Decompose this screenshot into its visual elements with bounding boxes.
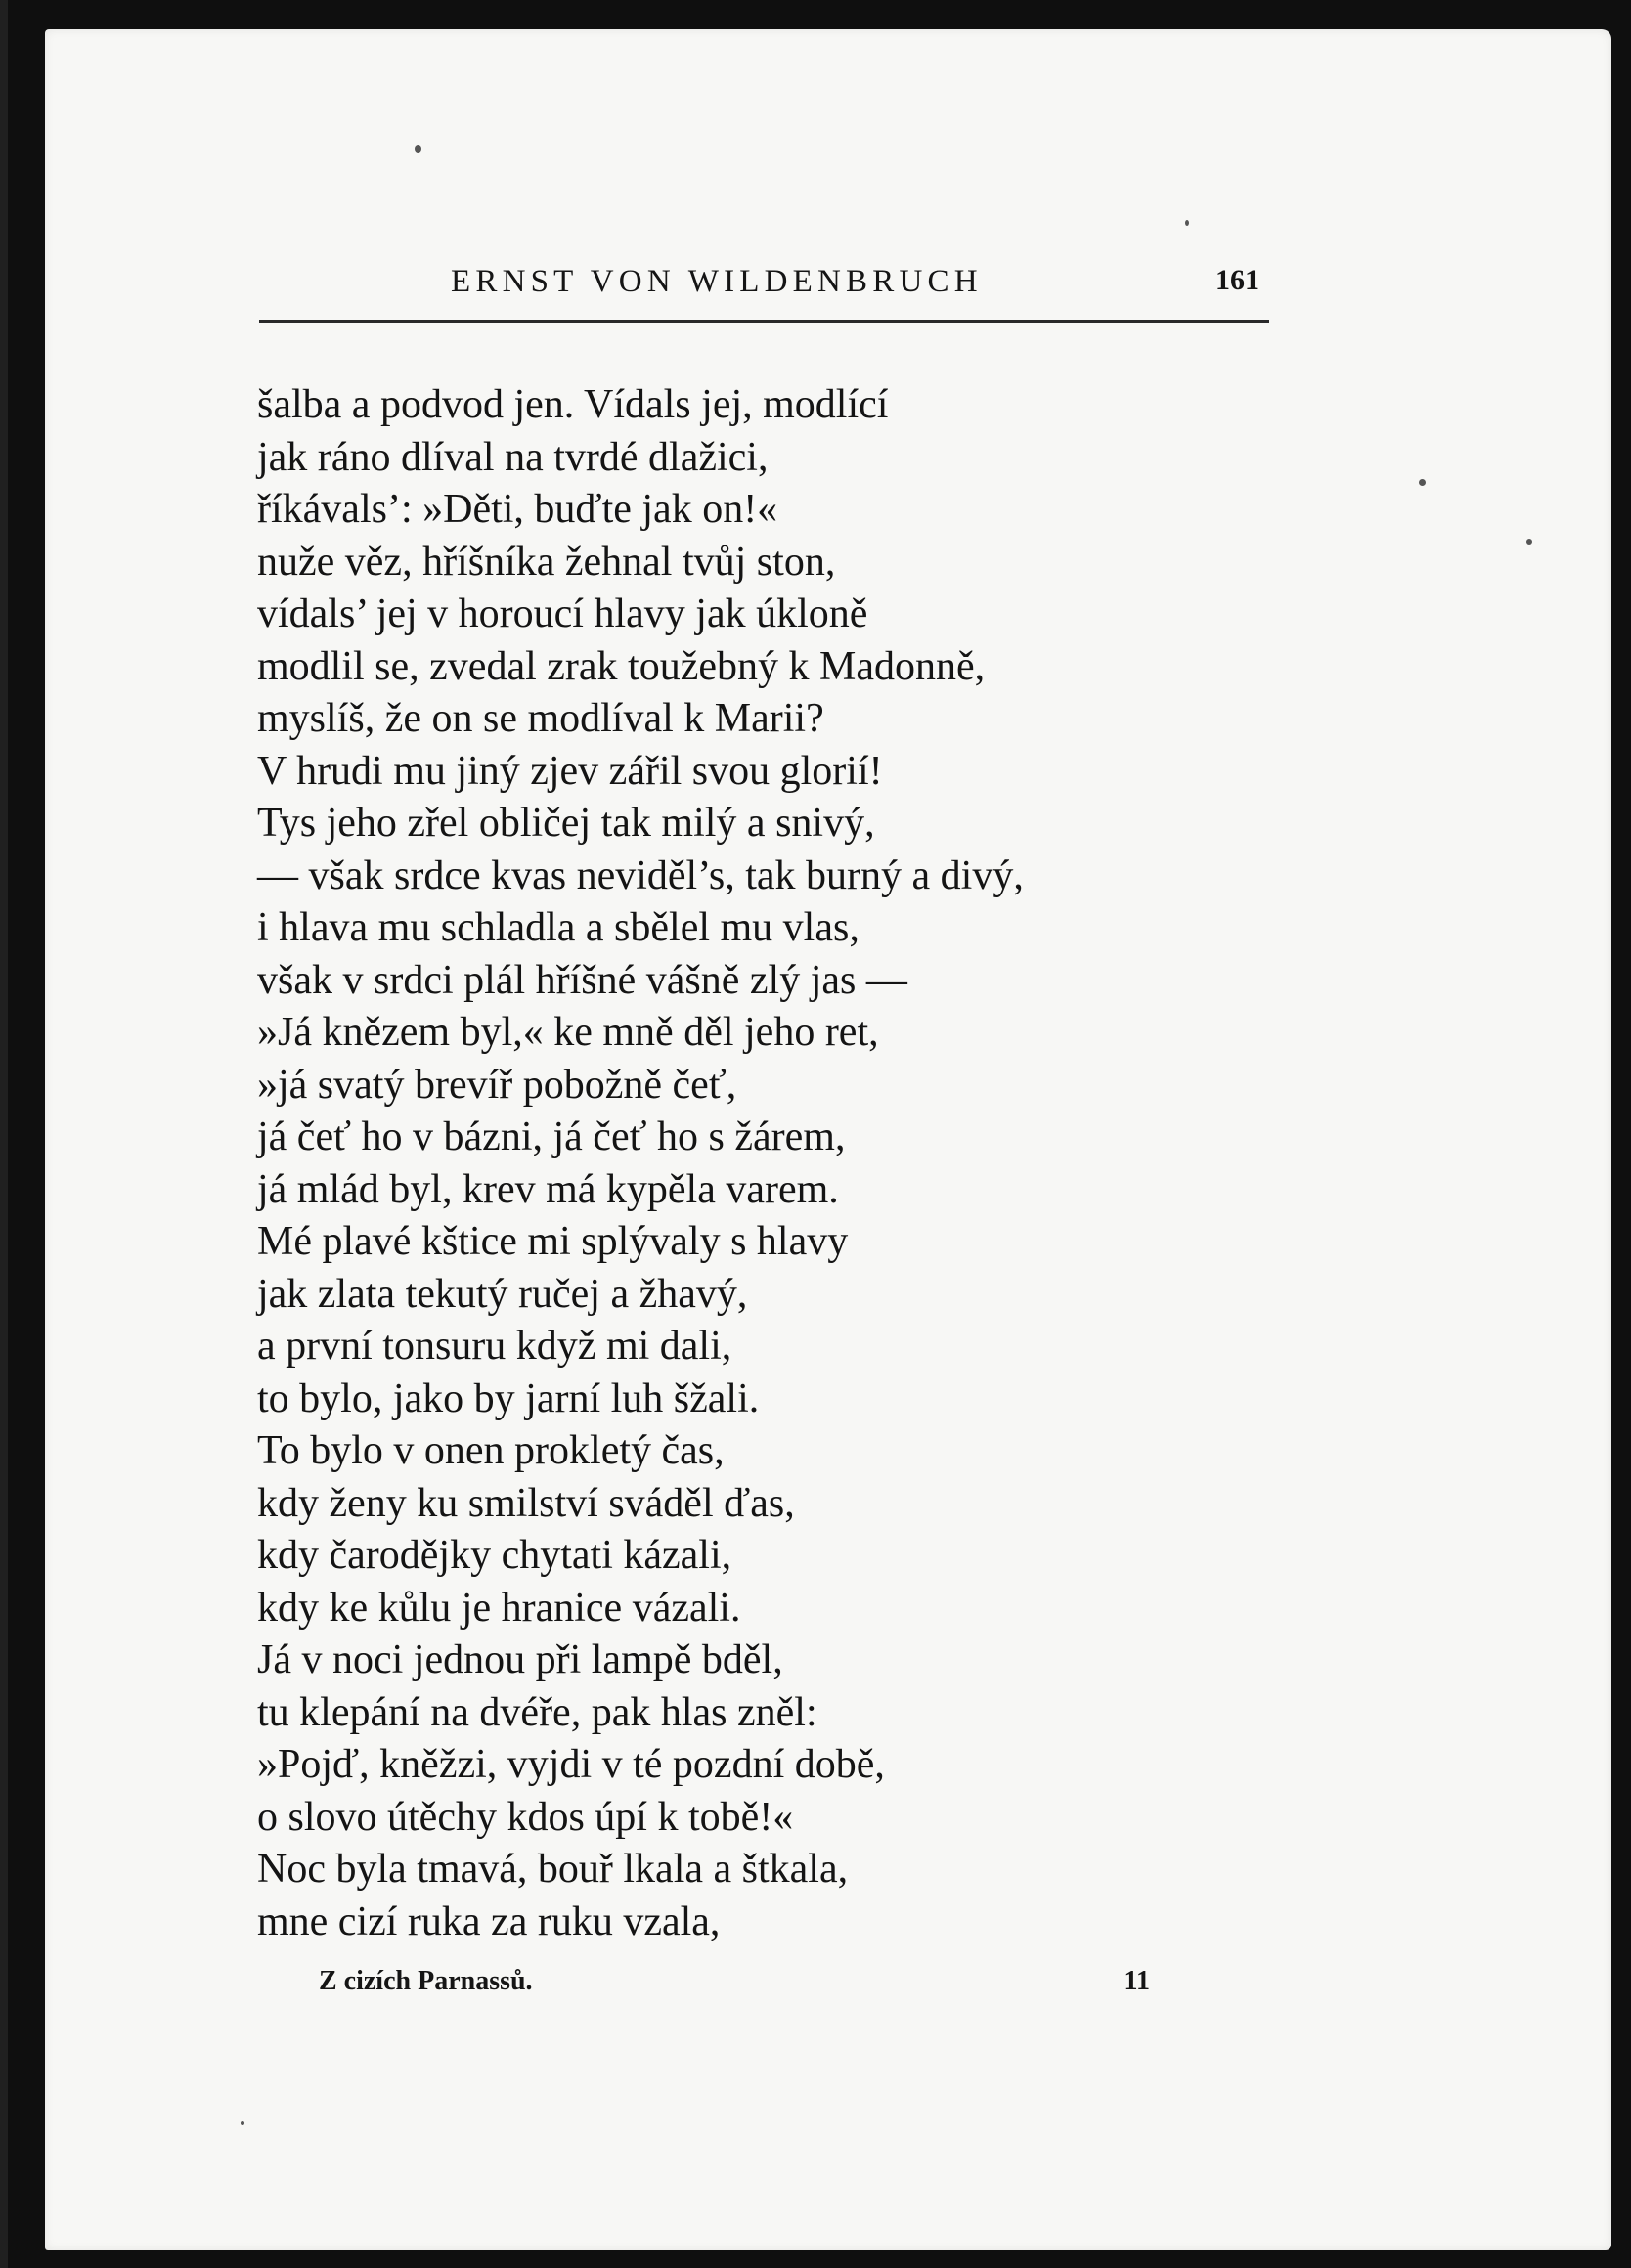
verse-text <box>257 379 1294 1948</box>
verse-line: Noc byla tmavá, bouř lkala a štkala, <box>257 1847 849 1892</box>
verse-line: to bylo, jako by jarní luh šžali. <box>257 1375 760 1421</box>
verse-line: nuže věz, hříšníka žehnal tvůj ston, <box>257 539 836 585</box>
binding-edge <box>0 0 8 2268</box>
verse-line: — však srdce kvas neviděl’s, tak burný a divý, <box>257 852 1024 898</box>
header-rule <box>259 320 1269 323</box>
signature-mark: Z cizích Parnassů. <box>319 1966 533 1996</box>
verse-line: »já svatý brevíř pobožně čeť, <box>257 1062 737 1108</box>
verse-line: To bylo v onen prokletý čas, <box>257 1428 725 1473</box>
running-head <box>259 264 1269 319</box>
verse-line: i hlava mu schladla a sbělel mu vlas, <box>257 905 860 950</box>
verse-line: já mlád byl, krev má kypěla varem. <box>257 1166 839 1212</box>
verse-line: šalba a podvod jen. Vídals jej, modlící <box>257 382 889 427</box>
dust-speck <box>1419 479 1426 486</box>
verse-line: »Já knězem byl,« ke mně děl jeho ret, <box>257 1010 879 1055</box>
dust-speck <box>415 145 421 153</box>
verse-line: o slovo útěchy kdos úpí k tobě!« <box>257 1794 794 1840</box>
page-footer <box>319 1966 1150 2005</box>
verse-line: říkávals’: »Děti, buďte jak on!« <box>257 487 778 532</box>
verse-line: kdy ke kůlu je hranice vázali. <box>257 1585 741 1631</box>
page-number: 161 <box>1215 264 1259 296</box>
verse-line: jak ráno dlíval na tvrdé dlažici, <box>257 434 769 480</box>
verse-line: V hrudi mu jiný zjev zářil svou glorií! <box>257 748 883 794</box>
verse-line: Mé plavé kštice mi splývaly s hlavy <box>257 1219 849 1264</box>
dust-speck <box>1526 539 1532 545</box>
verse-line: vídals’ jej v horoucí hlavy jak úkloně <box>257 591 868 636</box>
verse-line: myslíš, že on se modlíval k Marii? <box>257 696 824 741</box>
verse-line: »Pojď, kněžzi, vyjdi v té pozdní době, <box>257 1742 885 1787</box>
verse-line: modlil se, zvedal zrak toužebný k Madonně, <box>257 643 986 689</box>
dust-speck <box>241 2121 244 2125</box>
verse-line: a první tonsuru když mi dali, <box>257 1324 732 1369</box>
verse-line: kdy ženy ku smilství sváděl ďas, <box>257 1480 795 1526</box>
verse-line: tu klepání na dvéře, pak hlas zněl: <box>257 1689 817 1735</box>
verse-line: Já v noci jednou při lampě bděl, <box>257 1637 783 1682</box>
verse-line: mne cizí ruka za ruku vzala, <box>257 1898 721 1944</box>
verse-line: kdy čarodějky chytati kázali, <box>257 1533 732 1578</box>
sheet-number: 11 <box>1124 1966 1150 1996</box>
verse-line: já čeť ho v bázni, já čeť ho s žárem, <box>257 1114 846 1159</box>
dust-speck <box>1185 220 1189 226</box>
running-head-title: ERNST VON WILDENBRUCH <box>451 264 983 299</box>
verse-line: Tys jeho zřel obličej tak milý a snivý, <box>257 801 875 846</box>
verse-line: však v srdci plál hříšné vášně zlý jas — <box>257 957 907 1003</box>
verse-line: jak zlata tekutý ručej a žhavý, <box>257 1271 748 1317</box>
